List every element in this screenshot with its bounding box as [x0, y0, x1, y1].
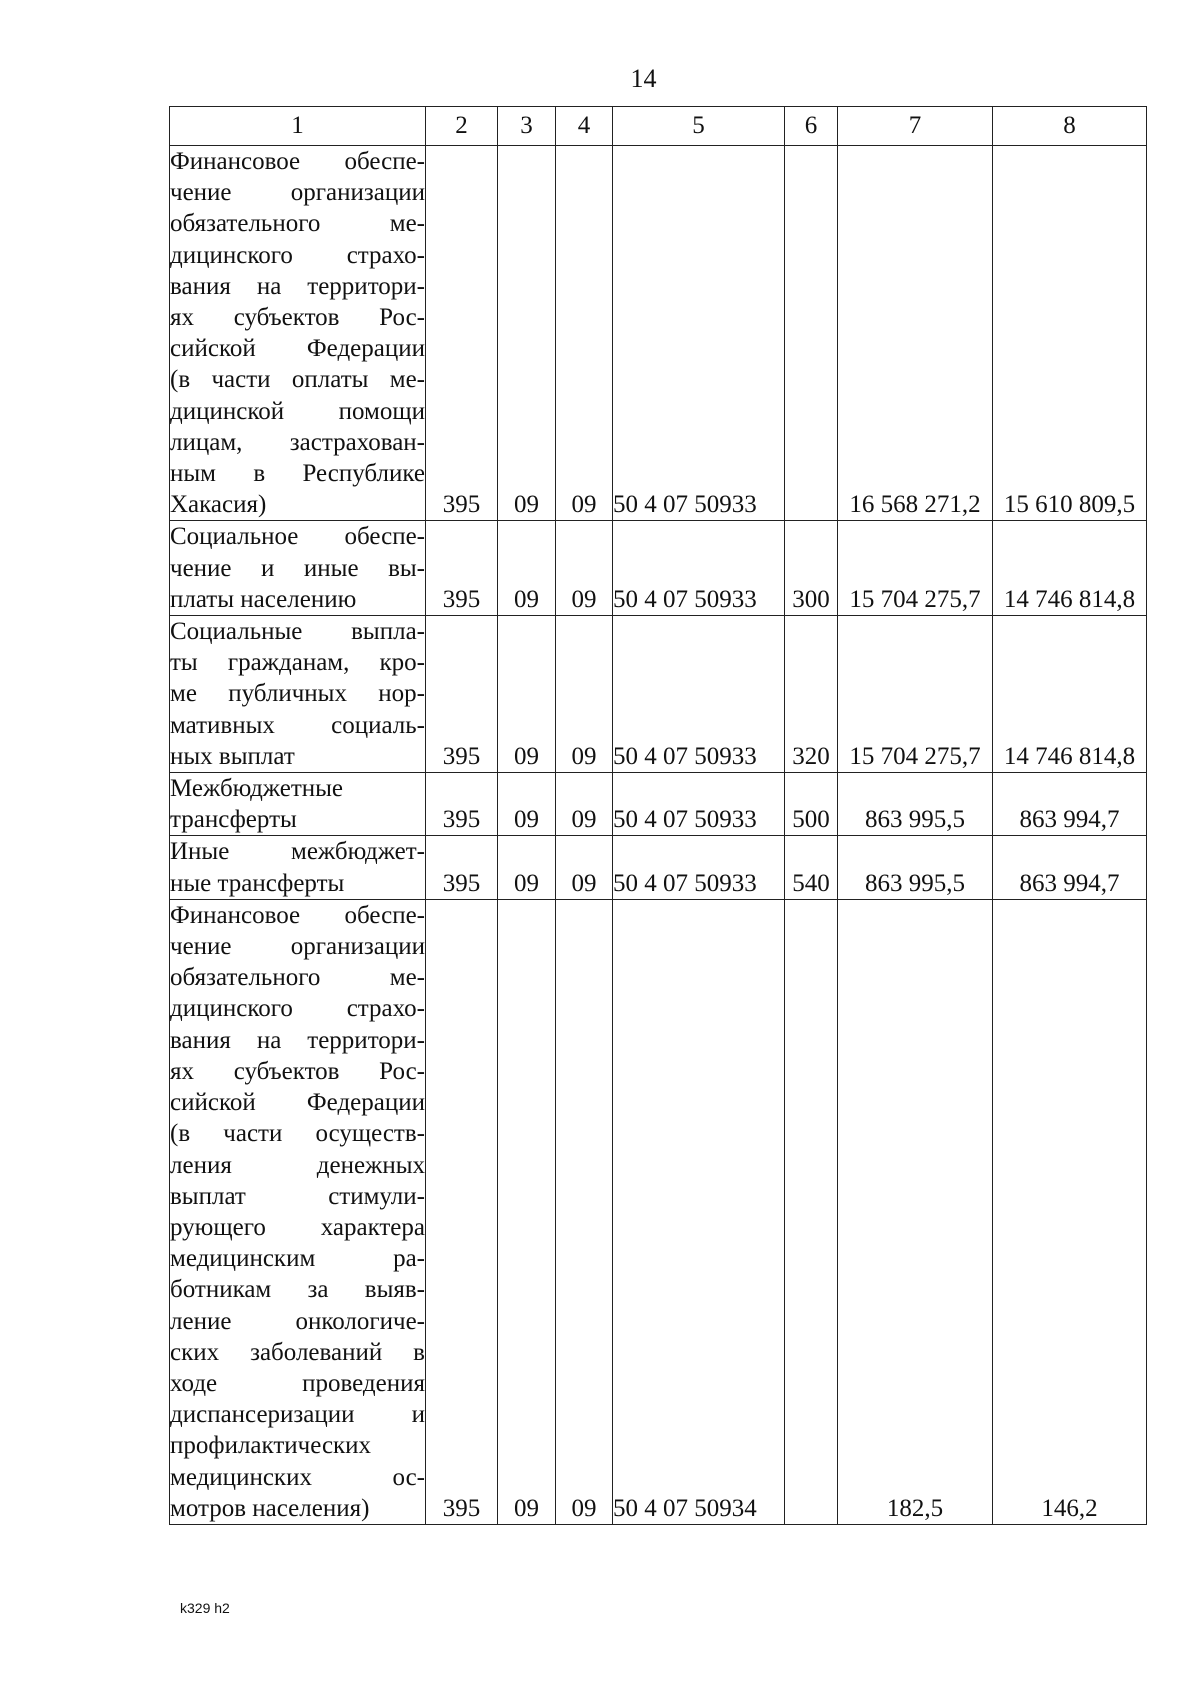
cell-target-code: 50 4 07 50934 — [613, 899, 785, 1524]
item-name-line: профилактических — [170, 1432, 372, 1460]
item-name-line: ления денежных — [170, 1151, 425, 1179]
item-name-line: ях субъектов Рос- — [170, 1057, 425, 1085]
cell-subsection: 09 — [556, 899, 613, 1524]
cell-item-name — [170, 836, 426, 899]
cell-amount-1: 15 704 275,7 — [838, 521, 993, 616]
cell-section: 09 — [498, 146, 556, 521]
col-header-4: 4 — [556, 107, 613, 146]
item-name-line: ты гражданам, кро- — [170, 649, 425, 677]
cell-subsection: 09 — [556, 146, 613, 521]
cell-gov: 395 — [426, 146, 498, 521]
item-name-line: платы населению — [170, 585, 357, 613]
cell-target-code: 50 4 07 50933 — [613, 836, 785, 899]
item-name-line: диспансеризации и — [170, 1401, 425, 1429]
cell-section: 09 — [498, 773, 556, 836]
cell-target-code: 50 4 07 50933 — [613, 773, 785, 836]
item-name-line: выплат стимули- — [170, 1182, 425, 1210]
item-name-line: ные трансферты — [170, 869, 345, 897]
item-name-line: сийской Федерации — [170, 1089, 425, 1117]
item-name-line: ях субъектов Рос- — [170, 304, 425, 332]
item-name-line: ходе проведения — [170, 1369, 425, 1397]
table-body — [170, 146, 1147, 1525]
document-code: k329 h2 — [180, 1600, 230, 1616]
cell-item-name — [170, 899, 426, 1524]
cell-expense-type: 320 — [785, 616, 838, 773]
col-header-6: 6 — [785, 107, 838, 146]
item-name-line: ме публичных нор- — [170, 680, 425, 708]
col-header-8: 8 — [993, 107, 1147, 146]
cell-expense-type: 500 — [785, 773, 838, 836]
col-header-1: 1 — [170, 107, 426, 146]
item-name-line: ботникам за выяв- — [170, 1276, 425, 1304]
item-name-line: Хакасия) — [170, 491, 267, 519]
cell-gov: 395 — [426, 616, 498, 773]
item-name-line: обязательного ме- — [170, 964, 425, 992]
cell-section: 09 — [498, 521, 556, 616]
table-row — [170, 773, 1147, 836]
item-name-line: Социальные выпла- — [170, 618, 425, 646]
item-name-line: дицинского страхо- — [170, 241, 425, 269]
col-header-5: 5 — [613, 107, 785, 146]
cell-gov: 395 — [426, 521, 498, 616]
item-name-line: чение и иные вы- — [170, 554, 425, 582]
cell-expense-type: 540 — [785, 836, 838, 899]
cell-expense-type — [785, 899, 838, 1524]
cell-section: 09 — [498, 836, 556, 899]
item-name-line: (в части осуществ- — [170, 1120, 425, 1148]
item-name-line: вания на территори- — [170, 272, 425, 300]
cell-gov: 395 — [426, 899, 498, 1524]
cell-amount-1: 863 995,5 — [838, 773, 993, 836]
col-header-2: 2 — [426, 107, 498, 146]
cell-item-name — [170, 521, 426, 616]
cell-amount-2: 146,2 — [993, 899, 1147, 1524]
cell-target-code: 50 4 07 50933 — [613, 521, 785, 616]
budget-table — [169, 106, 1147, 1525]
table-row — [170, 899, 1147, 1524]
cell-subsection: 09 — [556, 836, 613, 899]
cell-amount-2: 15 610 809,5 — [993, 146, 1147, 521]
item-name-line: дицинской помощи — [170, 397, 425, 425]
item-name-line: вания на территори- — [170, 1026, 425, 1054]
cell-target-code: 50 4 07 50933 — [613, 616, 785, 773]
cell-amount-2: 14 746 814,8 — [993, 521, 1147, 616]
cell-subsection: 09 — [556, 521, 613, 616]
item-name-line: Финансовое обеспе- — [170, 148, 425, 175]
cell-subsection: 09 — [556, 616, 613, 773]
cell-target-code: 50 4 07 50933 — [613, 146, 785, 521]
item-name-line: мативных социаль- — [170, 711, 425, 739]
table-row — [170, 146, 1147, 521]
item-name-line: ных выплат — [170, 742, 295, 770]
item-name-line: ских заболеваний в — [170, 1338, 425, 1366]
table-row — [170, 616, 1147, 773]
item-name-line: медицинским ра- — [170, 1245, 425, 1273]
cell-item-name — [170, 146, 426, 521]
cell-amount-2: 863 994,7 — [993, 773, 1147, 836]
cell-item-name — [170, 616, 426, 773]
cell-amount-1: 863 995,5 — [838, 836, 993, 899]
table-row — [170, 836, 1147, 899]
cell-amount-1: 182,5 — [838, 899, 993, 1524]
cell-expense-type: 300 — [785, 521, 838, 616]
cell-amount-1: 16 568 271,2 — [838, 146, 993, 521]
item-name-line: Иные межбюджет- — [170, 838, 425, 866]
item-name-line: лицам, застрахован- — [170, 428, 425, 456]
item-name-line: сийской Федерации — [170, 335, 425, 363]
cell-section: 09 — [498, 616, 556, 773]
cell-gov: 395 — [426, 773, 498, 836]
cell-item-name — [170, 773, 426, 836]
item-name-line: мотров населения) — [170, 1494, 370, 1522]
cell-section: 09 — [498, 899, 556, 1524]
cell-gov: 395 — [426, 836, 498, 899]
item-name-line: обязательного ме- — [170, 210, 425, 238]
item-name-line: (в части оплаты ме- — [170, 366, 425, 394]
col-header-7: 7 — [838, 107, 993, 146]
item-name-line: рующего характера — [170, 1213, 425, 1241]
col-header-3: 3 — [498, 107, 556, 146]
cell-amount-2: 863 994,7 — [993, 836, 1147, 899]
page-number: 14 — [630, 64, 657, 93]
item-name-line: чение организации — [170, 933, 425, 961]
item-name-line: Финансовое обеспе- — [170, 901, 425, 929]
item-name-line: Межбюджетные — [170, 775, 344, 803]
item-name-line: ным в Республике — [170, 460, 425, 488]
item-name-line: медицинских ос- — [170, 1463, 425, 1491]
item-name-line: Социальное обеспе- — [170, 523, 425, 551]
table-row — [170, 521, 1147, 616]
item-name-line: ление онкологиче- — [170, 1307, 425, 1335]
header-row — [170, 107, 1147, 146]
cell-amount-2: 14 746 814,8 — [993, 616, 1147, 773]
cell-subsection: 09 — [556, 773, 613, 836]
item-name-line: чение организации — [170, 179, 425, 207]
item-name-line: дицинского страхо- — [170, 995, 425, 1023]
item-name-line: трансферты — [170, 806, 297, 834]
cell-amount-1: 15 704 275,7 — [838, 616, 993, 773]
cell-expense-type — [785, 146, 838, 521]
